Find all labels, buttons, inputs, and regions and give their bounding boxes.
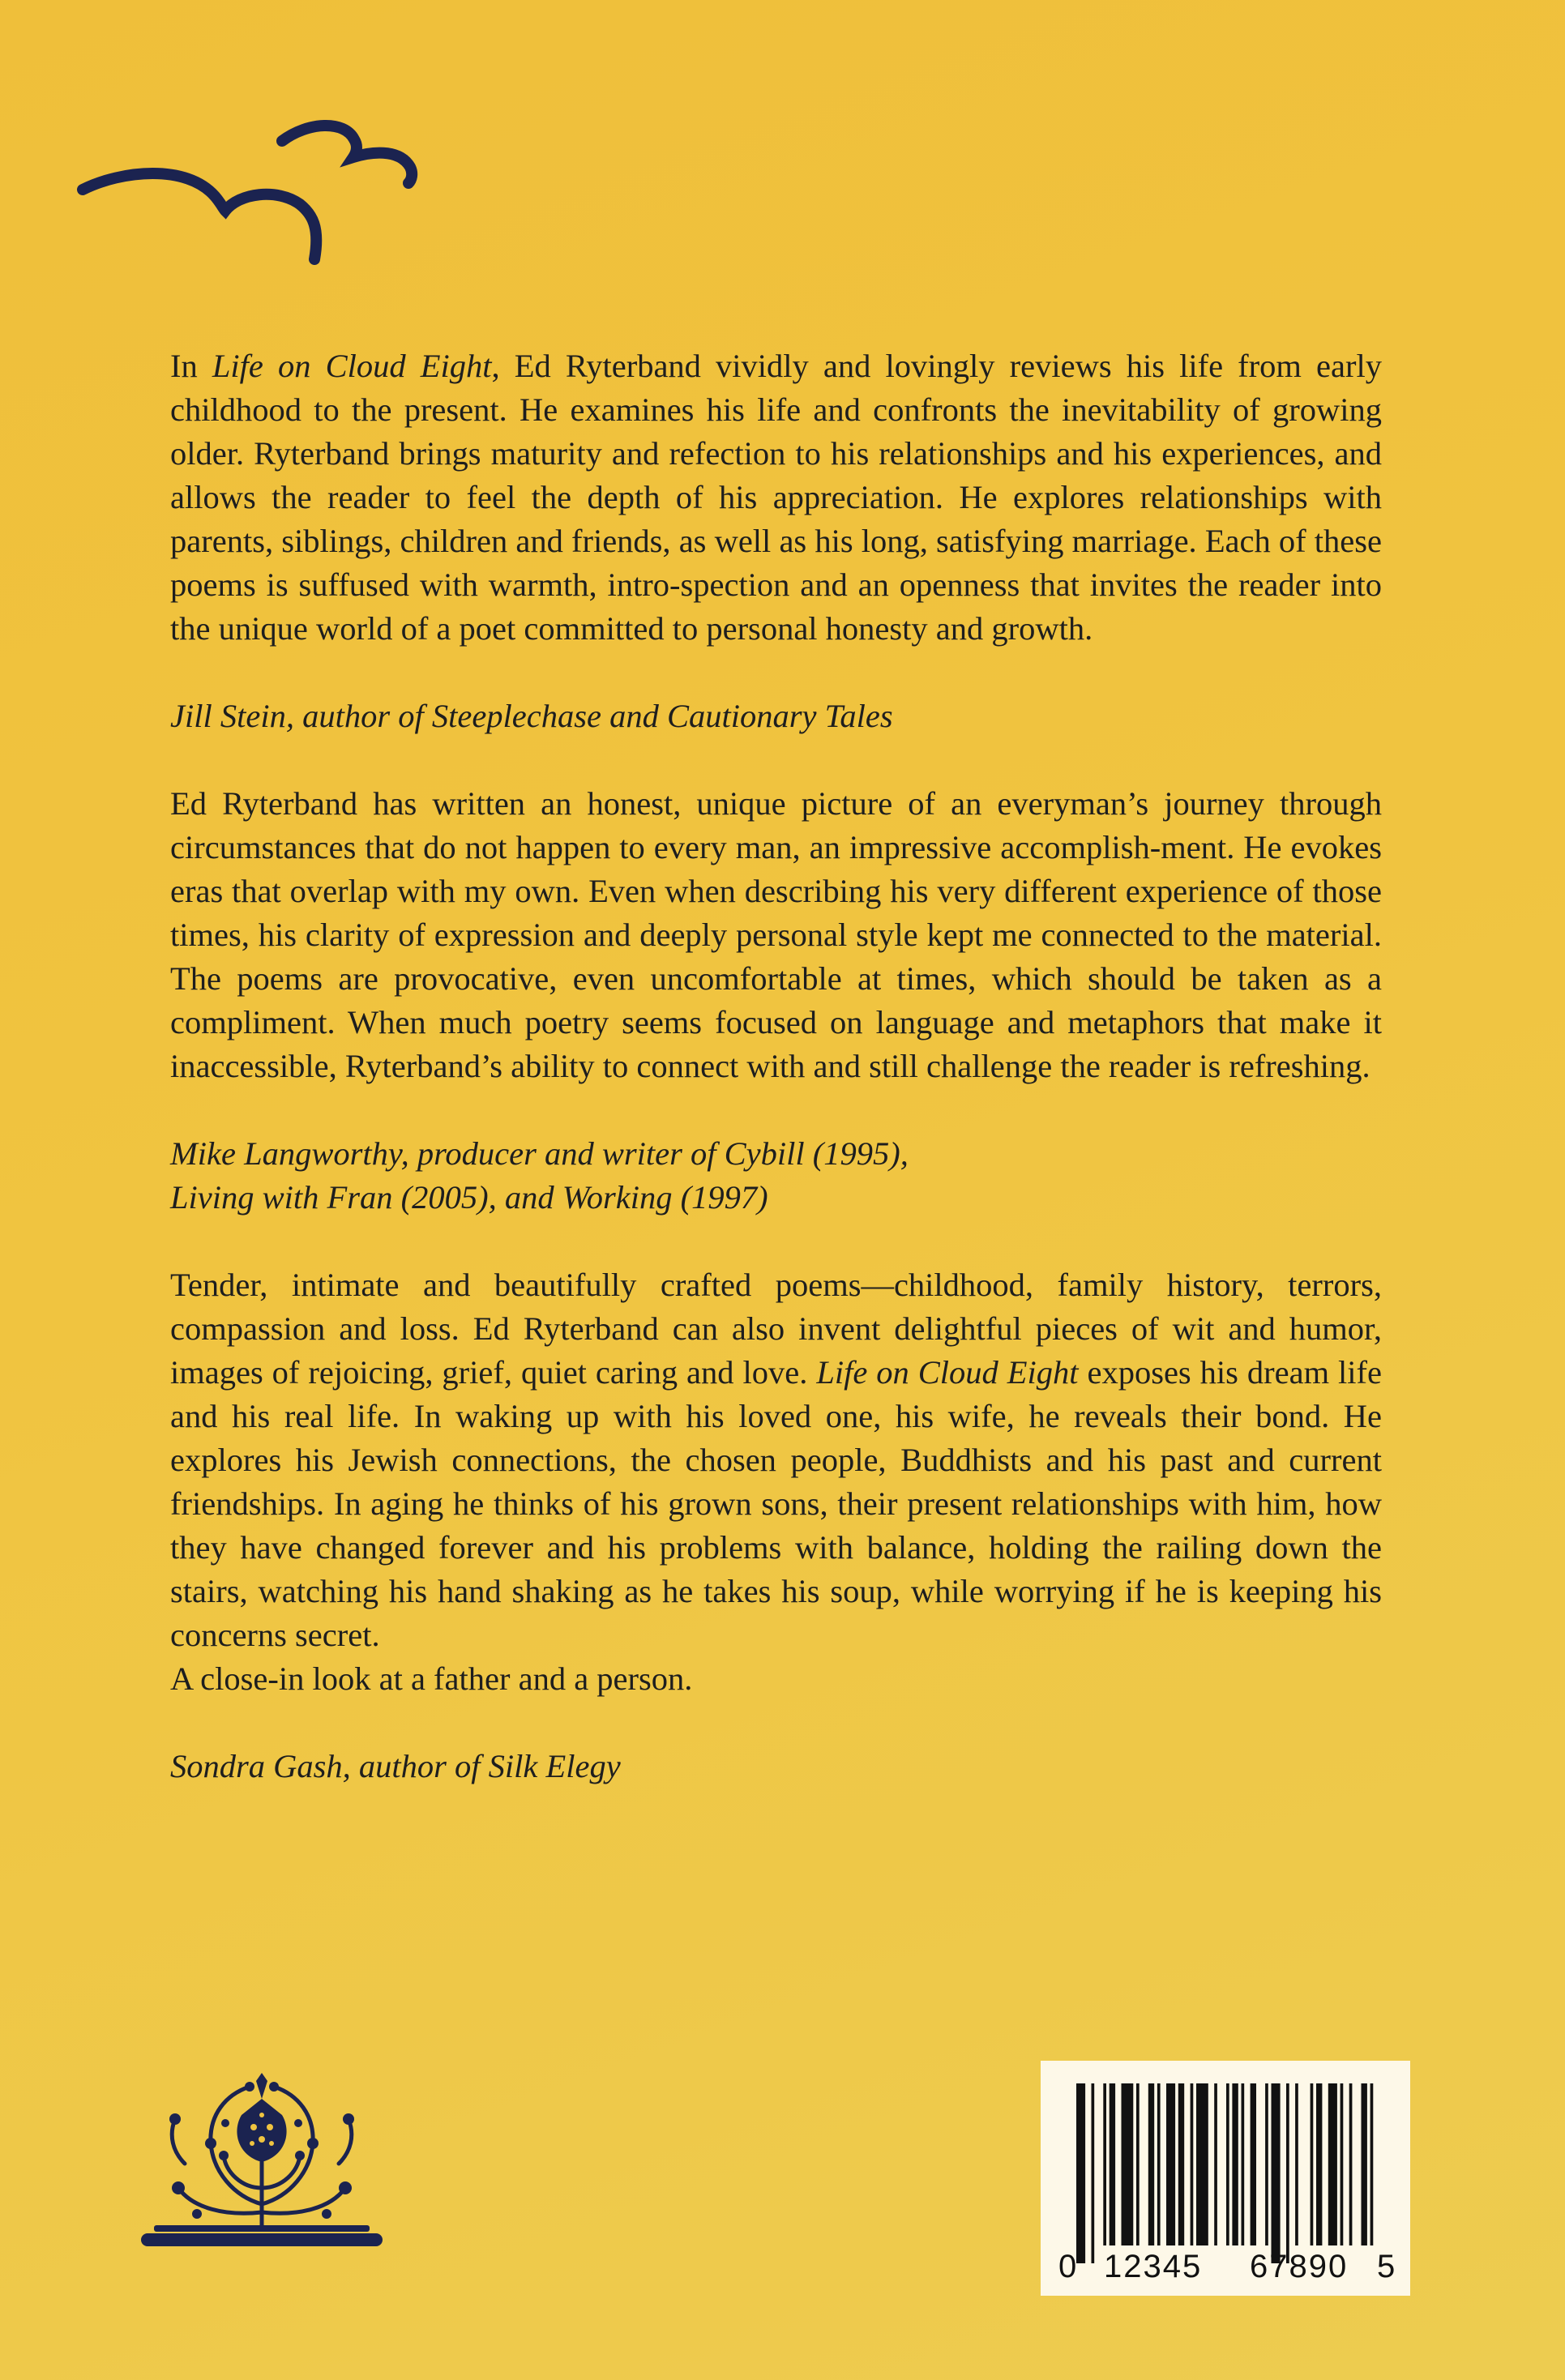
review-text-block <box>170 344 1382 1788</box>
barcode-bar <box>1362 2083 1367 2245</box>
review-1-text: In Life on Cloud Eight, Ed Ryterband vividly and lovingly reviews his life from early childhood to the present. He examines his life and confronts the inevitability of growing older. Ryterband brings maturity and refection to his relationships and his experiences, and allows the reader to feel the depth of his appreciation. He explores relationships with parents, siblings, children and friends, as well as his long, satisfying marriage. Each of these poems is suffused with warmth, intro-spection and an openness that invites the reader into the unique world of a poet committed to personal honesty and growth. <box>170 348 1382 647</box>
barcode <box>1041 2061 1410 2296</box>
barcode-bar <box>1157 2083 1161 2245</box>
barcode-bar <box>1196 2083 1208 2245</box>
barcode-digits <box>1041 2249 1410 2289</box>
barcode-bar <box>1328 2083 1337 2245</box>
review-2-attribution-line-1: Mike Langworthy, producer and writer of Cybill (1995), <box>170 1135 909 1172</box>
book-title: Life on Cloud Eight <box>816 1354 1079 1391</box>
review-3-text: Tender, intimate and beautifully crafted poems—childhood, family history, terrors, compassion and loss. Ed Ryterband can also invent delightful pieces of wit and humor, images of rejoicing, grief, quiet caring and love. Life on Cloud Eight exposes his dream life and his real life. In waking up with his loved one, his wife, he reveals their bond. He explores his Jewish connections, the chosen people, Buddhists and his past and current friendships. In aging he thinks of his grown sons, their present relationships with him, how they have changed forever and his problems with balance, holding the railing down the stairs, watching his hand shaking as he takes his soup, while worrying if he is keeping his concerns secret. <box>170 1267 1383 1653</box>
barcode-group-2: 67890 <box>1250 2249 1349 2284</box>
barcode-digit-right: 5 <box>1377 2249 1397 2284</box>
birds-icon <box>65 89 470 284</box>
barcode-group-1: 12345 <box>1104 2249 1203 2284</box>
barcode-bar <box>1311 2083 1314 2245</box>
barcode-bar <box>1251 2083 1256 2245</box>
ornamental-tree-icon <box>136 2066 387 2253</box>
barcode-bar <box>1178 2083 1184 2245</box>
barcode-bar <box>1286 2083 1289 2263</box>
barcode-bar <box>1110 2083 1115 2245</box>
barcode-digit-left: 0 <box>1058 2249 1079 2284</box>
barcode-bar <box>1242 2083 1245 2245</box>
barcode-bar <box>1214 2083 1217 2245</box>
barcode-bar <box>1122 2083 1134 2245</box>
barcode-bar <box>1166 2083 1175 2245</box>
barcode-bar <box>1341 2083 1344 2245</box>
barcode-bar <box>1272 2083 1281 2263</box>
barcode-bar <box>1370 2083 1374 2245</box>
barcode-bar <box>1232 2083 1238 2245</box>
barcode-bar <box>1148 2083 1154 2245</box>
barcode-bar <box>1349 2083 1353 2245</box>
barcode-bar <box>1103 2083 1106 2245</box>
barcode-bar <box>1226 2083 1229 2245</box>
review-2-text: Ed Ryterband has written an honest, unique picture of an everyman’s journey through circumstances that do not happen to every man, an impressive accomplish-ment. He evokes eras that overlap with my own. Even when describing his very different experience of those times, his clarity of expression and deeply personal style kept me connected to the material. The poems are provocative, even uncomfortable at times, which should be taken as a compliment. When much poetry seems focused on language and metaphors that make it inaccessible, Ryterband’s ability to connect with and still challenge the reader is refreshing. <box>170 785 1382 1084</box>
barcode-bar <box>1316 2083 1322 2245</box>
barcode-bar <box>1295 2083 1298 2245</box>
barcode-bar <box>1191 2083 1194 2245</box>
barcode-bar <box>1076 2083 1085 2263</box>
barcode-bar <box>1136 2083 1140 2245</box>
review-1-attribution: Jill Stein, author of Steeplechase and Cautionary Tales <box>170 698 893 734</box>
review-3-attribution: Sondra Gash, author of Silk Elegy <box>170 1748 621 1784</box>
review-3-last-line: A close-in look at a father and a person. <box>170 1660 693 1697</box>
barcode-bar <box>1092 2083 1095 2263</box>
barcode-bar <box>1265 2083 1268 2245</box>
book-title: Life on Cloud Eight <box>212 348 492 384</box>
review-2-attribution-line-2: Living with Fran (2005), and Working (1997) <box>170 1179 768 1216</box>
